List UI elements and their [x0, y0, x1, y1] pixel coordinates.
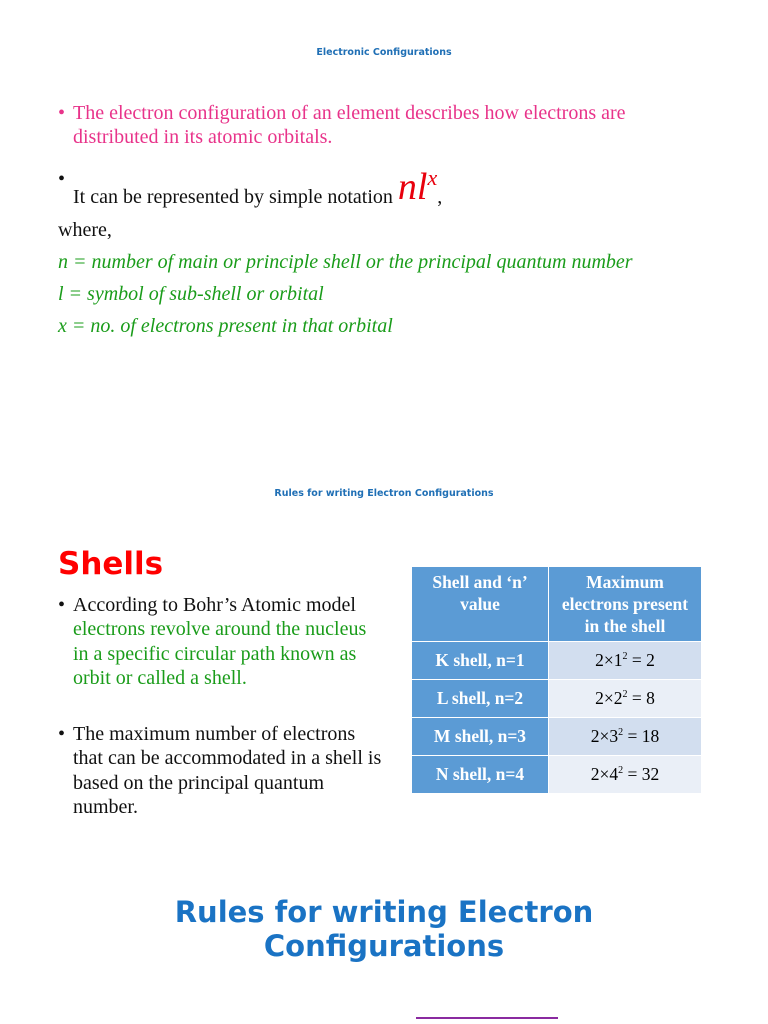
- bullet-dot: •: [58, 723, 66, 745]
- shells-title: Shells: [58, 546, 164, 582]
- bohr-highlight: electrons revolve around the nucleus in a specific circular path known as orbit or called a shell.: [73, 618, 367, 689]
- max-cell: $2\times 3^2 = 18$: [549, 718, 702, 756]
- shell-cell: K shell, n=1: [412, 642, 549, 680]
- table-row: [412, 718, 702, 756]
- slide3-heading-line2: Configurations: [263, 929, 505, 963]
- shell-table: [411, 566, 702, 794]
- bullet1-line2: distributed in its atomic orbitals.: [73, 126, 333, 148]
- bullet-max-electrons: [58, 722, 388, 819]
- shell-cell: M shell, n=3: [412, 718, 549, 756]
- definition-x: x = no. of electrons present in that orbital: [58, 315, 393, 337]
- bullet-bohr-model: [58, 593, 388, 690]
- bullet1-line1: The electron configuration of an element describes how electrons are: [73, 102, 626, 124]
- max-cell: $2\times 1^2 = 2$: [549, 642, 702, 680]
- notation-comma: ,: [437, 186, 443, 208]
- shell-cell: N shell, n=4: [412, 756, 549, 794]
- notation-x: x: [427, 165, 438, 190]
- shell-cell: L shell, n=2: [412, 680, 549, 718]
- notation-nl: nl: [397, 166, 428, 208]
- decorative-bar: [416, 1017, 558, 1019]
- bullet-notation: [58, 165, 443, 208]
- header-max-electrons: Maximum electrons present in the shell: [549, 567, 702, 642]
- bullet-dot: •: [58, 594, 66, 616]
- header-shell: Shell and ‘n’ value: [412, 567, 549, 642]
- bohr-text: According to Bohr’s Atomic model: [73, 594, 356, 616]
- definition-l: l = symbol of sub-shell or orbital: [58, 283, 324, 305]
- slide3-heading-line1: Rules for writing Electron: [174, 895, 594, 929]
- max-electrons-text: The maximum number of electrons that can be accommodated in a shell is based on the principal quantum number.: [73, 723, 382, 818]
- table-header-row: [412, 567, 702, 642]
- bullet-electron-config: [58, 101, 626, 149]
- table-row: [412, 642, 702, 680]
- definition-n: n = number of main or principle shell or the principal quantum number: [58, 251, 633, 273]
- max-cell: $2\times 2^2 = 8$: [549, 680, 702, 718]
- table-row: [412, 680, 702, 718]
- slide3-heading: [0, 895, 768, 963]
- bullet-dot: •: [58, 168, 66, 190]
- where-label: where,: [58, 219, 112, 241]
- notation-intro: It can be represented by simple notation: [73, 186, 398, 208]
- max-cell: $2\times 4^2 = 32$: [549, 756, 702, 794]
- bullet-dot: •: [58, 102, 66, 124]
- slide2-heading: Rules for writing Electron Configurations: [274, 488, 494, 499]
- slide1-heading: Electronic Configurations: [316, 47, 452, 58]
- table-row: [412, 756, 702, 794]
